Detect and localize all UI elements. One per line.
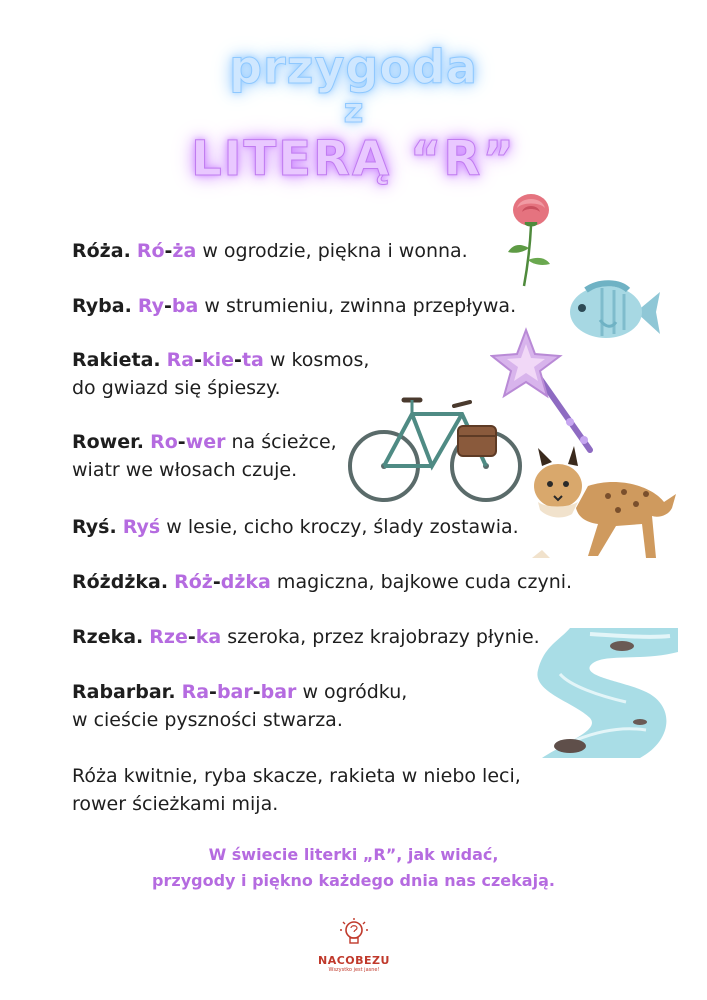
- syllable: Rze: [149, 626, 188, 648]
- syllable: Ró: [136, 240, 165, 262]
- lynx-icon: [528, 446, 678, 570]
- stanza-text: w ogrodzie, piękna i wonna.: [196, 240, 468, 262]
- river-icon: [530, 622, 680, 762]
- syllable: ża: [172, 240, 197, 262]
- stanza-text: magiczna, bajkowe cuda czyni.: [270, 571, 573, 593]
- syllable: Ra: [166, 349, 195, 371]
- stanza-text-line2: wiatr we włosach czuje.: [72, 459, 298, 481]
- stanza-rozdzka: Różdżka. Róż-dżka magiczna, bajkowe cuda czyni.: [72, 571, 573, 593]
- syllable: dżka: [220, 571, 271, 593]
- closing-line-1: W świecie literki „R”, jak widać,: [208, 845, 499, 864]
- syllable: ka: [195, 626, 222, 648]
- syllable: Ra: [181, 681, 210, 703]
- stanza-roza: Róża. Ró-ża w ogrodzie, piękna i wonna.: [72, 240, 468, 262]
- stanza-rakieta: Rakieta. Ra-kie-ta w kosmos, do gwiazd się śpieszy.: [72, 349, 370, 399]
- syllable: bar: [216, 681, 253, 703]
- stanza-rabarbar: Rabarbar. Ra-bar-bar w ogródku, w cieście pyszności stwarza.: [72, 681, 408, 731]
- title-line-1: przygoda: [229, 40, 478, 94]
- stanza-text-line2: do gwiazd się śpieszy.: [72, 377, 281, 399]
- stanza-text: w strumieniu, zwinna przepływa.: [198, 295, 517, 317]
- syllable: kie: [202, 349, 235, 371]
- logo-brand: NACOBEZU: [318, 954, 390, 967]
- title-line-2: z: [343, 91, 364, 131]
- syllable: ba: [171, 295, 199, 317]
- summary-line-2: rower ścieżkami mija.: [72, 793, 279, 815]
- rose-icon: [500, 186, 562, 290]
- lightbulb-logo-icon: [339, 918, 369, 948]
- syllable: ta: [241, 349, 264, 371]
- summary-line-1: Róża kwitnie, ryba skacze, rakieta w niebo leci,: [72, 765, 521, 787]
- stanza-word: Rzeka.: [72, 626, 144, 648]
- title-line-3: LITERĄ “R”: [191, 131, 516, 187]
- stanza-word: Różdżka.: [72, 571, 169, 593]
- stanza-rzeka: Rzeka. Rze-ka szeroka, przez krajobrazy płynie.: [72, 626, 540, 648]
- bicycle-icon: [346, 392, 524, 506]
- stanza-rower: Rower. Ro-wer na ścieżce, wiatr we włosach czuje.: [72, 431, 337, 481]
- syllable: bar: [260, 681, 297, 703]
- stanza-word: Ryba.: [72, 295, 132, 317]
- logo: [313, 918, 395, 973]
- stanza-rys: [72, 513, 519, 541]
- stanza-text: szeroka, przez krajobrazy płynie.: [221, 626, 540, 648]
- stanza-text: w lesie, cicho kroczy, ślady zostawia.: [160, 516, 519, 538]
- stanza-text: w kosmos,: [263, 349, 370, 371]
- stanza-word: Róża.: [72, 240, 131, 262]
- stanza-word: Rower.: [72, 431, 145, 453]
- stanza-text: w ogródku,: [296, 681, 408, 703]
- stanza-text: na ścieżce,: [225, 431, 337, 453]
- stanza-word: Ryś.: [72, 516, 117, 538]
- page-title: [0, 40, 707, 190]
- syllable: Ro: [150, 431, 178, 453]
- stanza-text-line2: w cieście pyszności stwarza.: [72, 709, 343, 731]
- stanza-word: Rakieta.: [72, 349, 161, 371]
- stanza-ryba: Ryba. Ry-ba w strumieniu, zwinna przepływa.: [72, 295, 517, 317]
- closing-text: [0, 842, 707, 894]
- syllable: Róż: [174, 571, 213, 593]
- stanza-word: Rabarbar.: [72, 681, 176, 703]
- logo-tagline: Wszystko jest jasne!: [328, 967, 380, 973]
- closing-line-2: przygody i piękno każdego dnia nas czekają.: [152, 871, 555, 890]
- syllable: wer: [185, 431, 226, 453]
- syllable: Ryś: [122, 516, 161, 538]
- summary-stanza: [72, 762, 521, 818]
- syllable: Ry: [137, 295, 165, 317]
